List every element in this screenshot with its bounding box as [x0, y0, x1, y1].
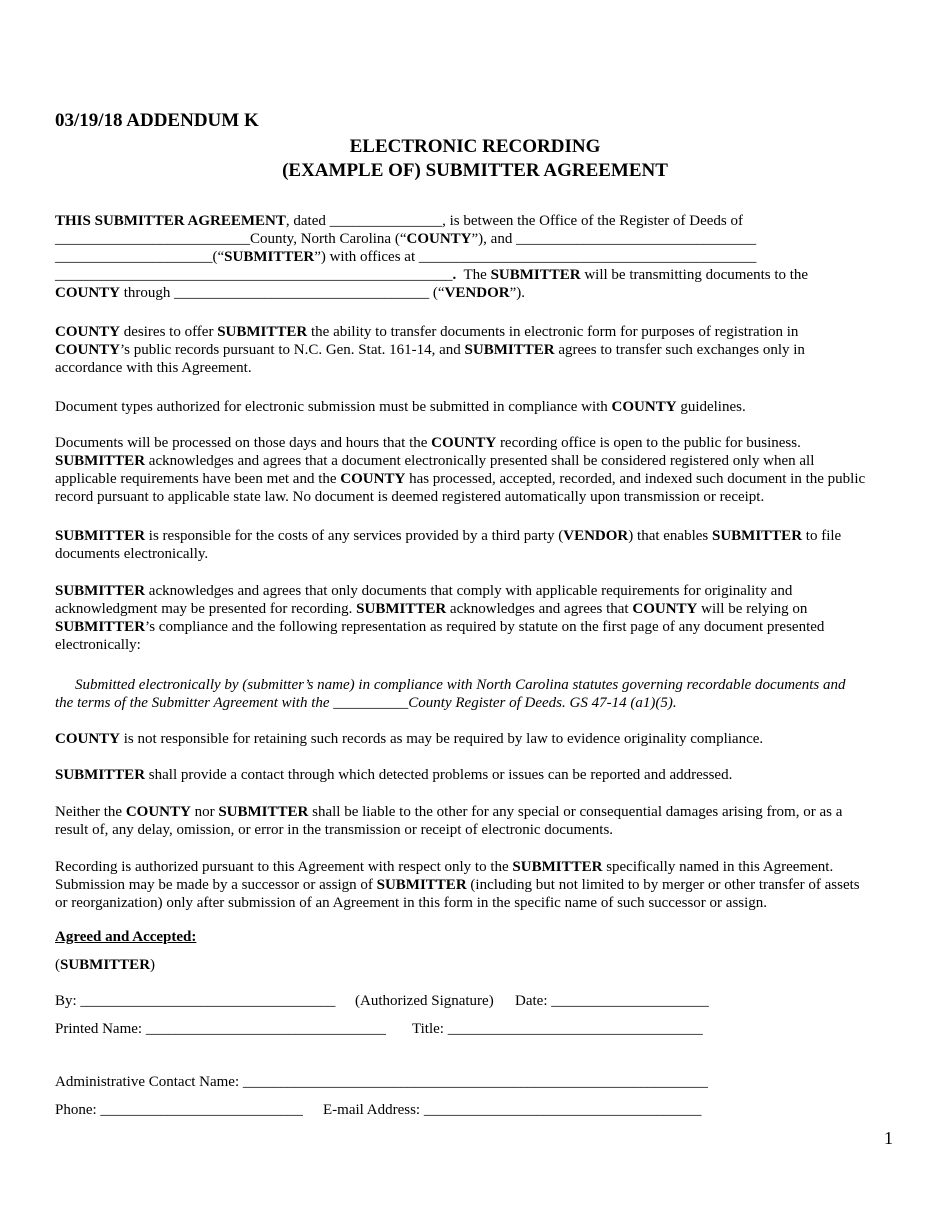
bold-term: SUBMITTER [60, 957, 151, 973]
text: agrees to transfer such exchanges only in [554, 342, 805, 358]
paragraph-authorization [55, 858, 893, 912]
email-field[interactable]: E-mail Address: _____________________________________ [323, 1102, 702, 1118]
agreed-accepted-heading: Agreed and Accepted: [55, 929, 197, 945]
page-number: 1 [884, 1128, 893, 1148]
paragraph-compliance [55, 582, 893, 654]
text: _____________________(“ [55, 249, 225, 265]
bold-term: COUNTY [431, 435, 497, 451]
paragraph-costs [55, 527, 893, 563]
bold-term: COUNTY [55, 324, 121, 340]
text: Submitted electronically by (submitter’s name) in compliance with North Carolina statutes governing recordable documents and [75, 677, 846, 693]
text: ”). [509, 285, 526, 301]
text: __________________________County, North Carolina (“ [55, 231, 407, 247]
paragraph-county-offer [55, 323, 893, 377]
text: The [456, 267, 491, 283]
administrative-contact-field[interactable]: Administrative Contact Name: ______________________________________________________________ [55, 1074, 708, 1090]
paragraph-retention [55, 730, 893, 748]
text: (including but not limited to by merger or other transfer of assets [466, 877, 860, 893]
text: or reorganization) only after submission of an Agreement in this form in the specific name of such successor or assign. [55, 895, 768, 911]
text: the ability to transfer documents in electronic form for purposes of registration in [307, 324, 799, 340]
bold-term: SUBMITTER [55, 767, 146, 783]
paragraph-liability [55, 803, 893, 839]
text: specifically named in this Agreement. [602, 859, 834, 875]
text: ) [150, 957, 156, 973]
text: documents electronically. [55, 546, 209, 562]
text: ’s compliance and the following representation as required by statute on the first page of any document presented [145, 619, 825, 635]
text: ”), and ________________________________ [471, 231, 757, 247]
text: guidelines. [676, 399, 746, 415]
bold-term: COUNTY [632, 601, 698, 617]
intro-paragraph [55, 212, 893, 302]
paragraph-contact [55, 766, 893, 784]
text: recording office is open to the public for business. [496, 435, 801, 451]
text: desires to offer [120, 324, 218, 340]
text: acknowledges and agrees that a document electronically presented shall be considered registered only when all [145, 453, 815, 469]
bold-term: SUBMITTER [356, 601, 447, 617]
bold-term: SUBMITTER [218, 804, 309, 820]
text: ) that enables [628, 528, 712, 544]
text: is not responsible for retaining such records as may be required by law to evidence originality compliance. [120, 731, 764, 747]
bold-term: COUNTY [611, 399, 677, 415]
paragraph-document-types [55, 398, 893, 416]
document-title-line-2: (EXAMPLE OF) SUBMITTER AGREEMENT [282, 160, 668, 181]
bold-term: VENDOR [563, 528, 629, 544]
text: result of, any delay, omission, or error in the transmission or receipt of electronic documents. [55, 822, 614, 838]
bold-term: SUBMITTER [55, 583, 146, 599]
text: acknowledgment may be presented for recording. [55, 601, 357, 617]
bold-term: SUBMITTER [376, 877, 467, 893]
bold-term: SUBMITTER [224, 249, 315, 265]
bold-term: THIS SUBMITTER AGREEMENT [55, 213, 286, 229]
phone-field[interactable]: Phone: ___________________________ [55, 1102, 303, 1118]
bold-term: SUBMITTER [217, 324, 308, 340]
text: shall provide a contact through which detected problems or issues can be reported and addressed. [145, 767, 733, 783]
text: to file [802, 528, 842, 544]
text: shall be liable to the other for any special or consequential damages arising from, or as a [308, 804, 843, 820]
authorized-signature-label: (Authorized Signature) [355, 993, 494, 1009]
document-id: 03/19/18 ADDENDUM K [55, 110, 259, 131]
text: ”) with offices at _____________________________________________ [314, 249, 757, 265]
bold-term: SUBMITTER [55, 453, 146, 469]
printed-name-field[interactable]: Printed Name: ________________________________ [55, 1021, 386, 1037]
bold-term: COUNTY [340, 471, 406, 487]
bold-term: . [452, 267, 457, 283]
bold-term: COUNTY [55, 285, 121, 301]
signature-date-field[interactable]: Date: _____________________ [515, 993, 709, 1009]
text: Document types authorized for electronic submission must be submitted in compliance with [55, 399, 612, 415]
text: has processed, accepted, recorded, and indexed such document in the public [405, 471, 866, 487]
statutory-representation [55, 676, 893, 712]
text: acknowledges and agrees that [446, 601, 633, 617]
bold-term: COUNTY [55, 342, 121, 358]
text: record pursuant to applicable state law. No document is deemed registered automatically upon transmission or receipt. [55, 489, 765, 505]
bold-term: COUNTY [406, 231, 472, 247]
text: applicable requirements have been met and the [55, 471, 341, 487]
text: , dated _______________, is between the Office of the Register of Deeds of [285, 213, 743, 229]
bold-term: SUBMITTER [464, 342, 555, 358]
bold-term: COUNTY [125, 804, 191, 820]
text: ( [55, 957, 60, 973]
text: will be relying on [697, 601, 808, 617]
text: ’s public records pursuant to N.C. Gen. Stat. 161-14, and [120, 342, 465, 358]
bold-term: SUBMITTER [712, 528, 803, 544]
title-field[interactable]: Title: __________________________________ [412, 1021, 703, 1037]
document-title-line-1: ELECTRONIC RECORDING [349, 136, 601, 157]
text: accordance with this Agreement. [55, 360, 252, 376]
bold-term: SUBMITTER [55, 528, 146, 544]
text: through __________________________________ (“ [120, 285, 445, 301]
text: electronically: [55, 637, 141, 653]
text: is responsible for the costs of any services provided by a third party ( [145, 528, 564, 544]
text: acknowledges and agrees that only documents that comply with applicable requirements for originality and [145, 583, 793, 599]
bold-term: COUNTY [55, 731, 121, 747]
bold-term: VENDOR [444, 285, 510, 301]
bold-term: SUBMITTER [490, 267, 581, 283]
paragraph-processing [55, 434, 893, 506]
bold-term: SUBMITTER [55, 619, 146, 635]
text: Recording is authorized pursuant to this Agreement with respect only to the [55, 859, 513, 875]
text: Neither the [55, 804, 126, 820]
text: _____________________________________________________ [55, 267, 453, 283]
text: Documents will be processed on those days and hours that the [55, 435, 432, 451]
submitter-party-label [55, 957, 155, 974]
text: Submission may be made by a successor or assign of [55, 877, 377, 893]
text: will be transmitting documents to the [580, 267, 809, 283]
text: nor [190, 804, 219, 820]
text: the terms of the Submitter Agreement with the __________County Register of Deeds. GS 47-14 (a1)(5). [55, 695, 677, 711]
signature-by-field[interactable]: By: __________________________________ [55, 993, 336, 1009]
bold-term: SUBMITTER [512, 859, 603, 875]
